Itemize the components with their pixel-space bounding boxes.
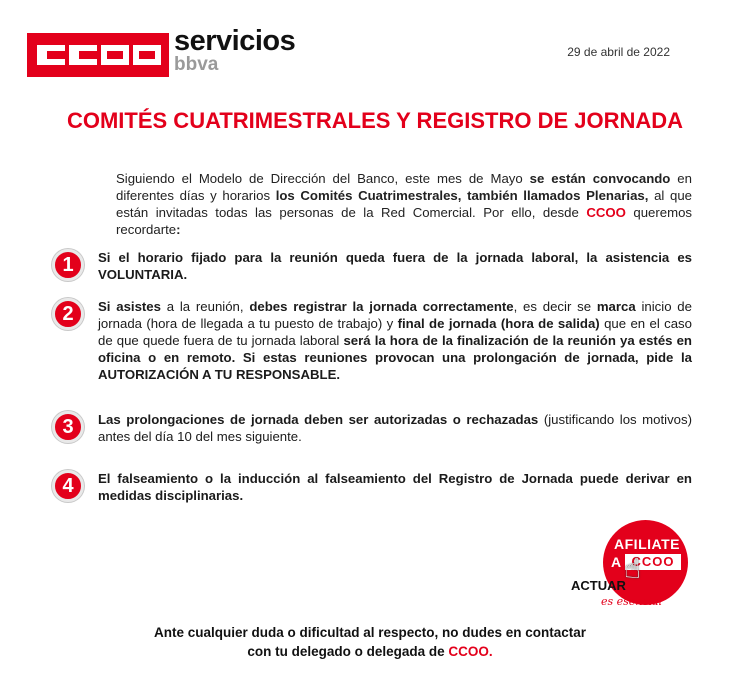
number-badge: 4 <box>52 470 84 502</box>
intro-text: Siguiendo el Modelo de Dirección del Banco, este mes de Mayo <box>116 171 530 186</box>
item-bold: Si el horario fijado para la reunión queda fuera de la jornada laboral, la asistencia es VOLUNTARIA. <box>98 250 692 282</box>
number-badge: 1 <box>52 249 84 281</box>
afiliate-label: AFILIATE <box>614 536 680 552</box>
item-text: a la reunión, <box>160 299 250 314</box>
number-badge: 2 <box>52 298 84 330</box>
item-text: que en el caso de que quede fuera de tu jornada laboral <box>98 316 692 348</box>
ccoo-mention: CCOO <box>586 205 626 220</box>
ccoo-logo <box>27 33 169 77</box>
footer-line-1: Ante cualquier duda o dificultad al respecto, no dudes en contactar <box>153 625 587 640</box>
item-text: , es decir se <box>513 299 597 314</box>
footer-text: con tu delegado o delegada de <box>247 644 449 659</box>
intro-text: al que están invitadas todas las personas de la Red Comercial. Por ello, desde <box>116 188 692 220</box>
list-item-text <box>98 470 692 504</box>
item-bold: El falseamiento o la inducción al falseamiento del Registro de Jornada puede derivar en medidas disciplinarias. <box>98 471 692 503</box>
item-text: (justificando los motivos) antes del día 10 del mes siguiente. <box>98 412 693 444</box>
ccoo-mention: CCOO <box>448 644 489 659</box>
item-bold: será la hora de la finalización de la reunión ya estés en oficina o en remoto. Si estas reuniones provocan una prolongación de jornada, pide la AUTORIZACIÓN A TU RESPONSABLE. <box>98 333 692 382</box>
intro-colon: : <box>176 222 181 237</box>
intro-bold: se están convocando <box>529 171 671 186</box>
document-date: 29 de abril de 2022 <box>567 45 670 59</box>
brand-name: servicios <box>174 25 296 57</box>
footer-period: . <box>488 644 493 659</box>
list-item-text <box>98 298 692 383</box>
intro-paragraph <box>116 170 692 238</box>
item-bold: (hora de salida) <box>500 316 600 331</box>
actuar-label: ACTUAR <box>571 578 626 593</box>
badge-ccoo-logo: CCOO <box>625 554 681 570</box>
esencial-label: es esencial <box>601 595 663 608</box>
afiliate-prefix: A <box>611 554 622 570</box>
page-title: COMITÉS CUATRIMESTRALES Y REGISTRO DE JORNADA <box>66 108 684 133</box>
intro-text: queremos recordarte <box>116 205 693 237</box>
brand-sub: bbva <box>174 54 219 75</box>
item-bold: marca <box>596 299 636 314</box>
footer-line-2 <box>90 642 650 661</box>
item-bold: Las prolongaciones de jornada deben ser autorizadas o rechazadas <box>98 412 539 427</box>
intro-bold: los Comités Cuatrimestrales, también llamados Plenarias, <box>275 188 649 203</box>
item-bold: Si asistes <box>98 299 161 314</box>
item-text: inicio de jornada (hora de llegada a tu puesto de trabajo) y <box>98 299 692 331</box>
footer-note <box>90 623 650 661</box>
list-item-text <box>98 411 692 445</box>
pointer-hand-icon: ☝ <box>624 553 642 584</box>
list-item-text <box>98 249 692 283</box>
number-badge: 3 <box>52 411 84 443</box>
item-bold: debes registrar la jornada correctamente <box>249 299 514 314</box>
header <box>0 0 750 90</box>
item-bold: final de jornada <box>397 316 497 331</box>
intro-text: en diferentes días y horarios <box>116 171 692 203</box>
